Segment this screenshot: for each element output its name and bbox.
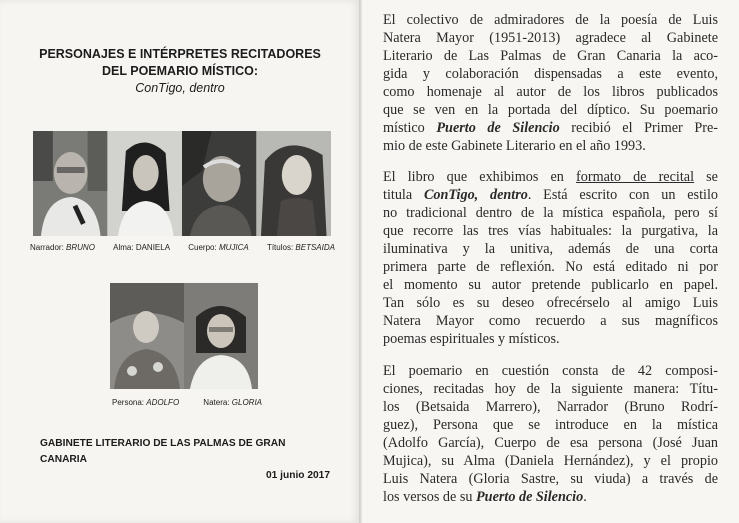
event-date: 01 junio 2017 xyxy=(266,470,330,481)
heading-subtitle: ConTigo, dentro xyxy=(135,81,225,95)
caption-alma: Alma: DANIELA xyxy=(113,243,171,252)
photo-cuerpo xyxy=(182,131,257,236)
paragraph-line: Mujica), su Alma (Daniela Hernández), y el propio xyxy=(383,453,718,469)
photo-persona xyxy=(110,283,184,389)
paragraph-line: titula ConTigo, dentro. Está escrito con un estilo xyxy=(383,187,718,203)
paragraph-line: que se ven en la portada del díptico. Su poemario xyxy=(383,102,718,118)
paragraph-line: iluminativa y la unitiva, además de una corta xyxy=(383,241,718,257)
paragraph-line: místico Puerto de Silencio recibió el Primer Pre- xyxy=(383,120,718,136)
paragraph-line: poemas espirituales y místicos. xyxy=(383,331,560,347)
heading-line-1: PERSONAJES E INTÉRPRETES RECITADORES xyxy=(39,47,321,61)
paragraph-line: los (Betsaida Marrero), Narrador (Bruno Rodrí- xyxy=(383,399,718,415)
paragraph-line: los versos de su Puerto de Silencio. xyxy=(383,489,587,505)
paragraph-line: Natera Mayor (1951-2013) agradece al Gabinete xyxy=(383,30,718,46)
paragraph-line: guez), Persona que se introduce en la mística xyxy=(383,417,718,433)
institution-name: GABINETE LITERARIO DE LAS PALMAS DE GRAN CANARIA xyxy=(40,438,286,465)
institution-block xyxy=(40,436,330,484)
photo-row-top xyxy=(33,131,331,236)
paragraph-line: primera parte de reflexión. No está editado ni por xyxy=(383,259,718,275)
paragraph-line: el momento su autor pretende publicarlo en papel. xyxy=(383,277,718,293)
paragraph-line: (Adolfo García), Cuerpo de esa persona (José Juan xyxy=(383,435,718,451)
paragraph-line: ciones, recitadas hoy de la siguiente manera: Títu- xyxy=(383,381,718,397)
paragraph-line: Natera Mayor como recuerdo a sus magníficos xyxy=(383,313,718,329)
photo-alma xyxy=(108,131,183,236)
paragraph-3 xyxy=(383,362,718,506)
captions-row-top xyxy=(30,243,335,252)
paragraph-line: Luis Natera (Gloria Sastre, su viuda) a través de xyxy=(383,471,718,487)
heading-line-2: DEL POEMARIO MÍSTICO: xyxy=(101,64,259,78)
paragraph-line: El colectivo de admiradores de la poesía de Luis xyxy=(383,12,718,28)
photo-row-bottom xyxy=(110,283,258,389)
caption-natera: Natera: GLORIA xyxy=(203,398,262,407)
paragraph-line: como homenaje al autor de los libros publicados xyxy=(383,84,718,100)
photo-titulos xyxy=(257,131,332,236)
caption-titulos: Títulos: BETSAIDA xyxy=(266,243,335,252)
paragraph-line: Literario de Las Palmas de Gran Canaria la aco- xyxy=(383,48,718,64)
captions-row-bottom xyxy=(112,398,262,407)
paragraph-1 xyxy=(383,11,718,155)
caption-persona: Persona: ADOLFO xyxy=(112,398,180,407)
paragraph-line: mio de este Gabinete Literario en el año 1993. xyxy=(383,138,646,154)
paragraph-2 xyxy=(383,168,718,348)
paragraph-line: El poemario en cuestión consta de 42 composi- xyxy=(383,363,718,379)
caption-cuerpo: Cuerpo: MUJICA xyxy=(188,243,249,252)
left-page xyxy=(0,0,360,523)
paragraph-line: Tan sólo es su deseo ofrecérselo al amigo Luis xyxy=(383,295,718,311)
caption-narrador: Narrador: BRUNO xyxy=(30,243,95,252)
paragraph-line: no tradicional dentro de la mística española, pero sí xyxy=(383,205,718,221)
photo-narrador xyxy=(33,131,108,236)
photo-natera xyxy=(184,283,258,389)
paragraph-line: que recorre las tres vías habituales: la purgativa, la xyxy=(383,223,718,239)
page-title xyxy=(20,46,340,97)
paragraph-line: El libro que exhibimos en formato de recital se xyxy=(383,169,718,185)
paragraph-line: gida y colaboración dispensadas a este evento, xyxy=(383,66,718,82)
